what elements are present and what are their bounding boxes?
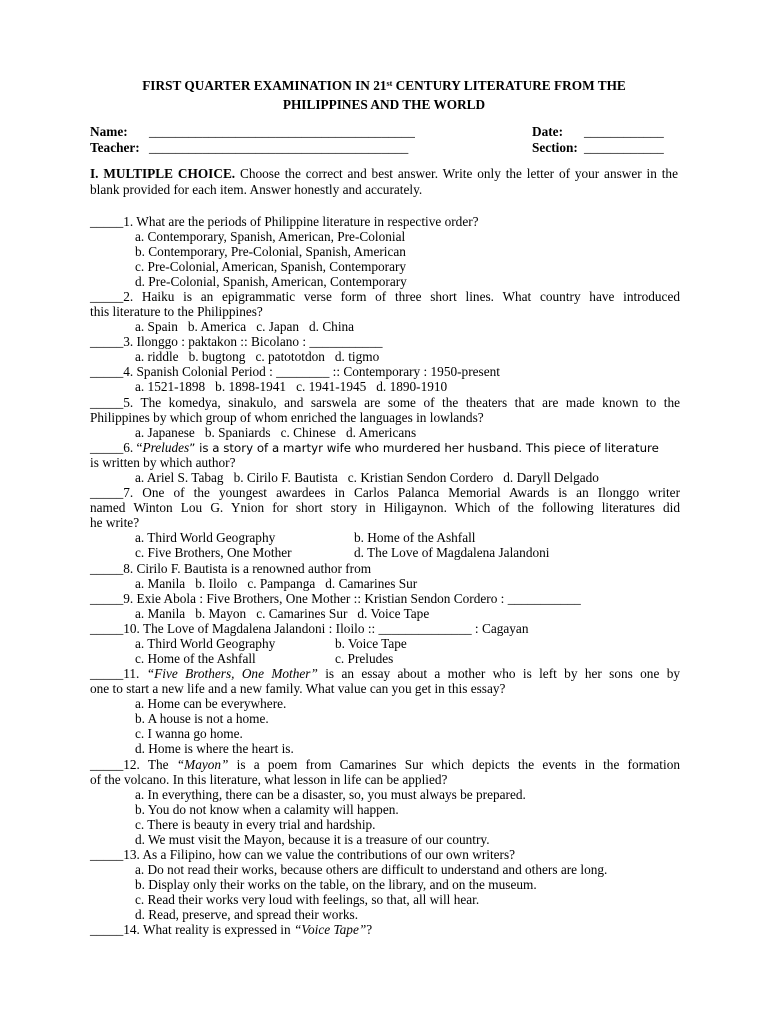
q11-text: is an essay about a mother who is left by her sons one by (317, 666, 680, 681)
q8-option-b: b. Iloilo (195, 576, 238, 591)
q10-option-a: a. Third World Geography (135, 636, 276, 651)
question-5: _____5. The komedya, sinakulo, and sarswela are some of the theaters that are made known to the (90, 395, 680, 410)
q12-text: is a poem from Camarines Sur which depicts the events in the formation (228, 757, 680, 772)
question-6-cont: is written by which author? (90, 455, 236, 470)
date-label: Date: (532, 124, 564, 139)
q7-option-c: c. Five Brothers, One Mother (135, 545, 292, 560)
q4-option-a: a. 1521-1898 (135, 379, 206, 394)
q11-option-b: b. A house is not a home. (135, 711, 269, 726)
q12-option-c: c. There is beauty in every trial and hardship. (135, 817, 376, 832)
q2-options (135, 319, 725, 334)
title-superscript: st (386, 79, 393, 88)
q10-row2 (135, 651, 725, 666)
q12-option-b: b. You do not know when a calamity will happen. (135, 802, 399, 817)
q2-option-d: d. China (309, 319, 355, 334)
question-7: _____7. One of the youngest awardees in Carlos Palanca Memorial Awards is an Ilonggo writer (90, 485, 680, 500)
title-line1-end: CENTURY LITERATURE FROM THE (392, 78, 626, 93)
question-9: _____9. Exie Abola : Five Brothers, One Mother :: Kristian Sendon Cordero : ___________ (90, 591, 581, 606)
q7-option-a: a. Third World Geography (135, 530, 276, 545)
q12-option-d: d. We must visit the Mayon, because it is a treasure of our country. (135, 832, 490, 847)
q6-option-c: c. Kristian Sendon Cordero (347, 470, 494, 485)
q10-option-b: b. Voice Tape (335, 636, 407, 651)
q7-option-b: b. Home of the Ashfall (354, 530, 476, 545)
instructions (90, 166, 678, 198)
question-12 (90, 757, 680, 772)
q6-option-b: b. Cirilo F. Bautista (233, 470, 338, 485)
question-8: _____8. Cirilo F. Bautista is a renowned author from (90, 561, 372, 576)
q4-option-d: d. 1890-1910 (376, 379, 448, 394)
teacher-label: Teacher: (90, 140, 140, 155)
q6-text: ” is a story of a martyr wife who murdered her husband. This piece of literature (189, 441, 659, 455)
q6-option-a: a. Ariel S. Tabag (135, 470, 224, 485)
q3-option-a: a. riddle (135, 349, 179, 364)
q9-option-a: a. Manila (135, 606, 186, 621)
q6-title: Preludes (142, 440, 190, 455)
q9-option-b: b. Mayon (195, 606, 247, 621)
section-row (532, 140, 578, 156)
question-6 (90, 440, 680, 456)
date-blank[interactable]: ____________ (584, 124, 664, 139)
q9-options (135, 606, 725, 621)
q7-row2 (135, 545, 725, 560)
q2-option-b: b. America (187, 319, 247, 334)
q5-options (135, 425, 725, 440)
q11-number: _____11. (90, 666, 147, 681)
q3-option-c: c. patototdon (255, 349, 325, 364)
q14-number: _____14. What reality is expressed in (90, 922, 294, 937)
q12-title: “Mayon” (176, 757, 229, 772)
question-7-cont2: he write? (90, 515, 140, 530)
instructions-text: Choose the correct and best answer. Write only the letter of your answer in the blank provided for each item. Answer honestly and accurately. (90, 166, 678, 197)
q10-option-c: c. Home of the Ashfall (135, 651, 256, 666)
question-11 (90, 666, 680, 681)
question-12-cont: of the volcano. In this literature, what lesson in life can be applied? (90, 772, 448, 787)
q9-option-d: d. Voice Tape (357, 606, 430, 621)
date-row (532, 124, 563, 140)
teacher-blank[interactable]: _______________________________________ (149, 140, 409, 155)
q12-number: _____12. The (90, 757, 177, 772)
q13-option-b: b. Display only their works on the table, on the library, and on the museum. (135, 877, 537, 892)
title-line1: FIRST QUARTER EXAMINATION IN 21 (142, 78, 387, 93)
title-line2: PHILIPPINES AND THE WORLD (282, 97, 486, 112)
q14-title: “Voice Tape” (293, 922, 367, 937)
q8-option-c: c. Pampanga (247, 576, 316, 591)
q3-options (135, 349, 725, 364)
exam-title (0, 76, 768, 114)
question-1: _____1. What are the periods of Philippine literature in respective order? (90, 214, 479, 229)
q10-option-d: c. Preludes (335, 651, 394, 666)
q11-option-a: a. Home can be everywhere. (135, 696, 287, 711)
q14-end: ? (366, 922, 373, 937)
question-13: _____13. As a Filipino, how can we value the contributions of our own writers? (90, 847, 516, 862)
question-7-cont: named Winton Lou G. Ynion for short story in Hiligaynon. Which of the following literatures did (90, 500, 680, 515)
q4-option-b: b. 1898-1941 (215, 379, 287, 394)
question-2-cont: this literature to the Philippines? (90, 304, 263, 319)
question-14 (90, 922, 680, 937)
section-label: Section: (532, 140, 578, 155)
q4-option-c: c. 1941-1945 (296, 379, 367, 394)
question-2: _____2. Haiku is an epigrammatic verse form of three short lines. What country have introduced (90, 289, 680, 304)
question-10: _____10. The Love of Magdalena Jalandoni : Iloilo :: ______________ : Cagayan (90, 621, 529, 636)
q5-option-c: c. Chinese (280, 425, 336, 440)
q11-option-c: c. I wanna go home. (135, 726, 243, 741)
q10-row1 (135, 636, 725, 651)
q7-option-d: d. The Love of Magdalena Jalandoni (354, 545, 550, 560)
q11-option-d: d. Home is where the heart is. (135, 741, 294, 756)
q4-options (135, 379, 725, 394)
q8-options (135, 576, 725, 591)
q5-option-d: d. Americans (345, 425, 417, 440)
q1-option-c: c. Pre-Colonial, American, Spanish, Contemporary (135, 259, 407, 274)
question-5-cont: Philippines by which group of whom enriched the languages in lowlands? (90, 410, 484, 425)
q5-option-b: b. Spaniards (204, 425, 271, 440)
q7-row1 (135, 530, 725, 545)
section-blank[interactable]: ____________ (584, 140, 664, 155)
q12-option-a: a. In everything, there can be a disaster, so, you must always be prepared. (135, 787, 526, 802)
q1-option-a: a. Contemporary, Spanish, American, Pre-Colonial (135, 229, 406, 244)
q1-option-d: d. Pre-Colonial, Spanish, American, Contemporary (135, 274, 407, 289)
q9-option-c: c. Camarines Sur (256, 606, 348, 621)
q6-number: _____6. “ (90, 440, 143, 455)
q6-options (135, 470, 725, 485)
q2-option-c: c. Japan (256, 319, 300, 334)
name-blank[interactable]: ________________________________________ (149, 124, 415, 139)
q1-option-b: b. Contemporary, Pre-Colonial, Spanish, American (135, 244, 406, 259)
instructions-heading: I. MULTIPLE CHOICE. (90, 166, 236, 181)
q13-option-d: d. Read, preserve, and spread their works. (135, 907, 359, 922)
q5-option-a: a. Japanese (135, 425, 195, 440)
question-3: _____3. Ilonggo : paktakon :: Bicolano : ___________ (90, 334, 383, 349)
question-4: _____4. Spanish Colonial Period : ________ :: Contemporary : 1950-present (90, 364, 500, 379)
q13-option-a: a. Do not read their works, because others are difficult to understand and others are long. (135, 862, 608, 877)
q13-option-c: c. Read their works very loud with feelings, so that, all will hear. (135, 892, 480, 907)
q11-title: “Five Brothers, One Mother” (146, 666, 318, 681)
q2-option-a: a. Spain (135, 319, 178, 334)
q8-option-d: d. Camarines Sur (325, 576, 418, 591)
teacher-row (90, 140, 140, 156)
q8-option-a: a. Manila (135, 576, 186, 591)
name-label: Name: (90, 124, 128, 139)
q3-option-b: b. bugtong (188, 349, 246, 364)
q6-option-d: d. Daryll Delgado (503, 470, 599, 485)
question-11-cont: one to start a new life and a new family. What value can you get in this essay? (90, 681, 506, 696)
q3-option-d: d. tigmo (334, 349, 380, 364)
name-row (90, 124, 128, 140)
